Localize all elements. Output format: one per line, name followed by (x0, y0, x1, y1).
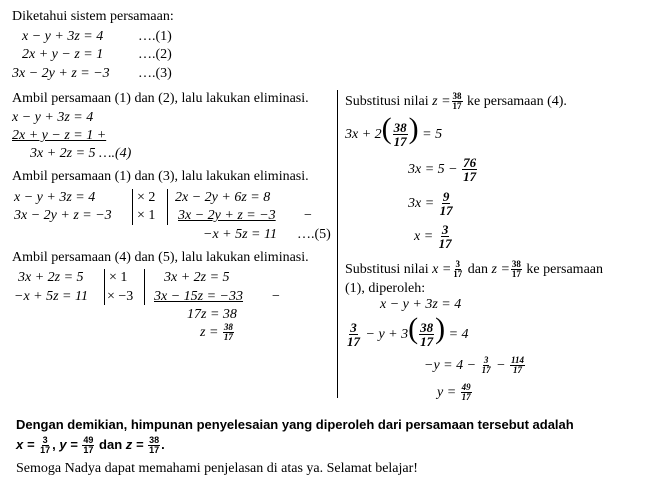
step2-right2: 3x − 2y + z = −3 (178, 208, 276, 223)
step1-result: 3x + 2z = 5 ….(4) (30, 146, 132, 161)
step5-intro-continued: (1), diperoleh: (345, 281, 426, 296)
equation-2-tag: ….(2) (138, 47, 172, 62)
step3-mult2: × −3 (107, 289, 134, 304)
step3-right2-operator: − (272, 289, 280, 304)
conclusion-values: x = $\frac{3}{17}$ , y = $\frac{49}{17}$ dan z = $\frac{38}{17}$ . (16, 435, 165, 456)
step3-right2: 3x − 15z = −33 (154, 289, 244, 304)
step5-line1: x − y + 3z = 4 (380, 297, 462, 312)
step4-line1: 3x + 2( $\frac{38}{17}$ ) = 5 (345, 112, 443, 150)
equation-3-tag: ….(3) (138, 66, 172, 81)
step3-intro: Ambil persamaan (4) dan (5), lalu lakukan eliminasi. (12, 250, 309, 265)
step2-result-tag: ….(5) (297, 227, 331, 242)
step5-line4: y = $\frac{49}{17}$ (437, 382, 471, 403)
step2-result-bar (167, 189, 168, 225)
step2-mult1: × 2 (137, 190, 156, 205)
step4-intro: Substitusi nilai z = $\frac{38}{17}$ ke persamaan (4). (345, 91, 567, 112)
step3-z-value (200, 322, 235, 344)
step5-intro: Substitusi nilai x = $\frac{3}{17}$ dan z = $\frac{38}{17}$ ke persamaan (345, 259, 603, 280)
step2-right2-operator: − (304, 208, 312, 223)
step3-multiplier-bar (104, 269, 105, 305)
step1-line1: x − y + 3z = 4 (12, 110, 94, 125)
step2-intro: Ambil persamaan (1) dan (3), lalu lakukan eliminasi. (12, 169, 309, 184)
equation-2: 2x + y − z = 1 (22, 47, 104, 62)
step2-left2: 3x − 2y + z = −3 (14, 208, 112, 223)
step3-z-lhs: z = (200, 325, 219, 340)
column-divider (337, 90, 338, 398)
step2-result: −x + 5z = 11 (203, 227, 277, 242)
step3-mult1: × 1 (109, 270, 128, 285)
step3-left1: 3x + 2z = 5 (18, 270, 84, 285)
equation-1-tag: ….(1) (138, 29, 172, 44)
step4-line2: 3x = 5 − $\frac{76}{17}$ (408, 155, 477, 185)
step2-multiplier-bar (132, 189, 133, 225)
closing-message: Semoga Nadya dapat memahami penjelasan di atas ya. Selamat belajar! (16, 461, 418, 476)
step3-left2: −x + 5z = 11 (14, 289, 88, 304)
system-title: Diketahui sistem persamaan: (12, 9, 174, 24)
step3-result: 17z = 38 (187, 307, 237, 322)
conclusion-text: Dengan demikian, himpunan penyelesaian yang diperoleh dari persamaan tersebut adalah (16, 417, 574, 432)
equation-1: x − y + 3z = 4 (22, 29, 104, 44)
step2-right1: 2x − 2y + 6z = 8 (175, 190, 271, 205)
step4-intro-fraction: $\frac{38}{17}$ (452, 91, 462, 112)
step4-line3: 3x = $\frac{9}{17}$ (408, 189, 453, 219)
equation-3: 3x − 2y + z = −3 (12, 66, 110, 81)
step3-right1: 3x + 2z = 5 (164, 270, 230, 285)
step5-line3: −y = 4 − $\frac{3}{17}$ − $\frac{114}{17}$ (424, 355, 525, 376)
step3-z-fraction: $\frac{38}{17}$ (223, 322, 233, 343)
step1-intro: Ambil persamaan (1) dan (2), lalu lakukan eliminasi. (12, 91, 309, 106)
step3-result-bar (144, 269, 145, 305)
step4-line4: x = $\frac{3}{17}$ (414, 222, 452, 252)
step2-left1: x − y + 3z = 4 (14, 190, 96, 205)
step5-line2: $\frac{3}{17}$ − y + 3( $\frac{38}{17}$ ) = 4 (347, 312, 469, 350)
step2-mult2: × 1 (137, 208, 156, 223)
step1-line2: 2x + y − z = 1 + (12, 128, 107, 143)
